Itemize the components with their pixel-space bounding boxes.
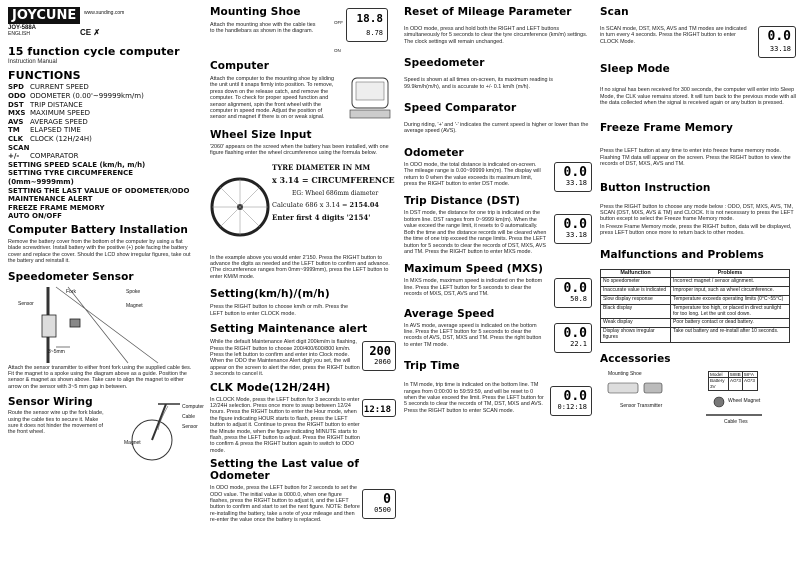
magnet-icon [712, 395, 726, 409]
avg-speed-lcd [554, 323, 592, 353]
table-cell: Black display [601, 304, 671, 319]
clk-mode-heading: CLK Mode(12H/24H) [210, 381, 331, 394]
function-item [8, 118, 194, 127]
wiring-computer-label: Computer [182, 404, 204, 411]
odometer-lcd-bottom: 33.18 [565, 178, 587, 187]
max-speed-section [404, 278, 590, 304]
function-extra: SETTING SPEED SCALE (km/h, m/h) [8, 160, 146, 169]
cable-ties-icon [704, 411, 764, 419]
clk-lcd [362, 399, 396, 417]
formula-calc-value: 2154.04 [349, 200, 379, 209]
button-heading: Button Instruction [600, 181, 711, 194]
battery-label: Battery 3V [709, 378, 729, 389]
sensor-text: Attach the sensor transmitter to either front fork using the supplied cable ties. Fit the magnet to a spoke using the diagram above as a guide. Position the sensor & magnet as shown above. Take care to align the magnet to either arrow on the sensor with 3~5 mm gap in between. [8, 364, 192, 390]
scan-section [600, 26, 796, 53]
function-item [8, 101, 194, 110]
speedometer-text: Speed is shown at all times on-screen, its maximum reading is 99.9km/h(m/h), and is accurate to +/- 0.1 km/h (m/h). [404, 77, 553, 90]
function-desc: CURRENT SPEED [30, 83, 89, 92]
table-cell: Poor battery contact or dead battery. [671, 319, 790, 328]
brand-logo: JOYCUNE [8, 7, 80, 24]
last-odo-lcd-top: 0 [383, 492, 391, 508]
function-desc: CLOCK (12H/24H) [30, 134, 92, 143]
maintenance-section [210, 339, 394, 377]
trip-distance-text: In DST mode, the distance for one trip is indicated on the bottom line. DST ranges from 0~9999 km(m). When the value exceed the range limit, it resets to 0 automatically. Both the time and the distance records will be cleared when the time of one trip exceed the range limits. Press the LEFT button for 5 seconds to clear the records of DST, MXS, AVS and TM. Press the RIGHT button to enter MXS mode. [404, 210, 547, 255]
scan-heading: Scan [600, 6, 629, 18]
sensor-diagram-svg [8, 285, 196, 365]
avg-speed-section [404, 323, 590, 349]
battery-text: Remove the battery cover from the bottom of the computer by using a flat blade screwdriver. Install battery with the positive (+) pole facing the battery cover and replace the cover. Should the LCD show irregular figures, take out the battery and reinstall it. [8, 238, 191, 265]
wiring-heading: Sensor Wiring [8, 396, 93, 409]
model-a: 588B [729, 372, 743, 378]
odometer-text: In ODO mode, the total distance is indicated on-screen. The mileage range is 0.00~99999 km(m). The display will return to 0 when the value exceeds its maximum limit, press the RIGHT button to enter DST mode. [404, 161, 541, 188]
function-item [8, 152, 194, 161]
column-2 [206, 0, 398, 567]
last-odo-lcd [362, 489, 396, 519]
function-abbr: AVS [8, 117, 24, 126]
avg-speed-heading: Average Speed [404, 307, 495, 320]
battery-a: AG*3 [729, 378, 743, 389]
column-1 [0, 0, 204, 567]
max-speed-lcd-bottom: 50.8 [570, 295, 587, 304]
function-abbr: +/- [8, 152, 20, 161]
clk-mode-section [210, 397, 394, 455]
computer-heading: Computer [210, 60, 269, 72]
function-abbr: ODO [8, 92, 26, 100]
max-speed-heading: Maximum Speed (MXS) [404, 263, 544, 276]
function-desc: ODOMETER (0.00'~99999km/m) [30, 92, 144, 100]
table-cell: Display shows irregular figures [601, 328, 671, 343]
function-desc: COMPARATOR [30, 152, 79, 161]
avg-speed-lcd-bottom: 22.1 [570, 339, 587, 348]
max-speed-lcd [554, 278, 592, 308]
function-abbr: SCAN [8, 143, 30, 152]
off-label: OFF [334, 20, 343, 25]
maintenance-lcd-top: 200 [369, 344, 391, 359]
wheel-heading: Wheel Size Input [210, 128, 312, 141]
fork-label: Fork [66, 288, 76, 295]
trip-time-lcd-bottom: 0:12:18 [557, 403, 587, 412]
wheel-after-text: In the example above you would enter 2'150. Press the RIGHT button to advance the digits as needed and the LEFT button to confirm and advance. (The circumference ranges from 0mm~9999mm), press the LEFT button to enter KM/M mode. [210, 254, 390, 280]
last-odo-section [210, 485, 394, 523]
sensor-transmitter-label: Sensor Transmitter [620, 402, 663, 409]
trip-distance-section [404, 210, 590, 255]
odometer-section [404, 162, 590, 188]
table-cell: Weak display [601, 319, 671, 328]
odometer-lcd-top: 0.0 [563, 164, 587, 180]
scan-text: In SCAN mode, DST, MXS, AVS and TM modes are indicated in turn every 4 seconds. Press the RIGHT button to enter CLOCK Mode. [600, 26, 747, 45]
title-main: 15 function cycle computer [8, 45, 180, 58]
formula-block [272, 163, 396, 222]
table-header: Problems [671, 269, 790, 278]
function-desc: AVERAGE SPEED [30, 117, 88, 126]
mounting-heading: Mounting Shoe [210, 6, 301, 18]
mounting-shoe-label: Mounting Shoe [608, 370, 642, 377]
avg-speed-lcd-top: 0.0 [563, 325, 587, 341]
model-label: Model [709, 372, 729, 378]
scan-lcd [758, 26, 796, 58]
malfunctions-heading: Malfunctions and Problems [600, 248, 764, 261]
table-row [601, 278, 790, 287]
last-odo-text: In ODO mode, press the LEFT button for 2 seconds to set the ODO value. The initial value is 0000.0, when one figure flashes, press the RIGHT button to adjust it, and the LEFT button to confirm and start to set the next figure. NOTE: Before re-installing the battery, take a note of your mileage and then re-enter the value once the battery is replaced. [210, 485, 360, 524]
mounting-lcd-top: 18.8 [356, 12, 383, 25]
trip-distance-heading: Trip Distance (DST) [404, 195, 521, 208]
wheel-text: '2060' appears on the screed when the battery has been installed, with one figure flashing enter the wheel circumference using the formula below. [210, 143, 389, 157]
speedometer-heading: Speedometer [404, 57, 485, 70]
table-row [601, 319, 790, 328]
on-label: ON [334, 48, 341, 53]
sleep-text: If no signal has been received for 300 seconds, the computer will enter into Sleep Mode, the CLK value remains stored. It will turn back to the previous mode with all the data collected when the signal is received again or any button is pressed. [600, 87, 796, 107]
formula-calc-label: Calculate 686 x 3.14 = [272, 200, 348, 209]
button-text-1: Press the RIGHT button to choose any mode below : ODO, DST, MXS, AVS, TM, SCAN (DST, MXS, AVS & TM) and CLOCK. It is not necessary to press the LEFT button except to select the Freeze frame Memory mode. [600, 203, 794, 223]
trip-time-lcd [550, 386, 592, 416]
function-abbr: SPD [8, 83, 24, 92]
functions-list [8, 83, 194, 221]
function-extra: MAINTENANCE ALERT [8, 195, 93, 204]
table-cell: Temperature too high, or placed in direct sunlight for too long. Let the unit cool down. [671, 304, 790, 319]
function-desc: ELAPSED TIME [30, 126, 81, 135]
table-cell: Take out battery and re-install after 10 seconds. [671, 328, 790, 343]
mounting-lcd [346, 8, 388, 42]
functions-heading: FUNCTIONS [8, 69, 81, 83]
scan-lcd-bottom: 33.18 [769, 45, 791, 53]
column-3 [400, 0, 594, 567]
website-text: www.sunding.com [84, 10, 125, 16]
formula-enter: Enter first 4 digits '2154' [272, 212, 371, 222]
accessories-heading: Accessories [600, 352, 671, 365]
formula-eg: EG: Wheel 686mm diameter [292, 189, 379, 197]
setting-km-text: Press the RIGHT button to choose km/h or m/h. Press the LEFT button to enter CLOCK mode. [210, 304, 349, 317]
function-item [8, 135, 194, 144]
cert-marks: CE ✗ [80, 28, 101, 37]
freeze-heading: Freeze Frame Memory [600, 122, 733, 135]
comparator-heading: Speed Comparator [404, 102, 517, 115]
function-abbr: MXS [8, 109, 26, 118]
column-4 [596, 0, 802, 567]
max-speed-text: In MXS mode, maximum speed is indicated on the bottom line. Press the LEFT button for 5 seconds to clear the records of MXS, DST, AVS and TM. [404, 278, 543, 298]
sensor-heading: Speedometer Sensor [8, 270, 134, 283]
table-header-row [601, 269, 790, 278]
function-extra: AUTO ON/OFF [8, 212, 62, 221]
function-abbr: CLK [8, 134, 24, 143]
function-item [8, 109, 194, 118]
wiring-magnet-label: Magnet [124, 440, 141, 447]
sleep-heading: Sleep Mode [600, 63, 670, 76]
reset-text: In ODO mode, press and hold both the RIGHT and LEFT buttons simultaneously for 5 seconds to clear the tyre circumference (km/m) settings. The clock settings will remain unchanged. [404, 26, 588, 45]
computer-section [210, 76, 394, 121]
table-cell: Improper input, such as wheel circumference. [671, 287, 790, 296]
mounting-section [210, 12, 394, 58]
button-text-2: In Freeze Frame Memory mode, press the RIGHT button, data will be displayed, press LEFT button once more to return back to other modes. [600, 223, 792, 237]
last-odo-lcd-bottom: 0500 [374, 506, 391, 515]
brand-header [8, 6, 194, 42]
scan-lcd-top: 0.0 [767, 29, 791, 44]
wheel-magnet-label: Wheel Magnet [728, 397, 761, 404]
title-sub: Instruction Manual [8, 59, 58, 65]
battery-heading: Computer Battery Installation [8, 223, 188, 236]
formula-title: TYRE DIAMETER IN MM [272, 162, 371, 172]
max-speed-lcd-top: 0.0 [563, 281, 587, 297]
table-cell: Incorrect magnet / sensor alignment. [671, 278, 790, 287]
gap-label: 3~5mm [48, 348, 65, 355]
table-cell: No speedometer [601, 278, 671, 287]
computer-diagram-svg [346, 76, 396, 122]
function-abbr: DST [8, 100, 24, 109]
function-abbr: TM [8, 126, 20, 135]
model-text: JOY-588A [8, 25, 37, 31]
clk-mode-text: In CLOCK Mode, press the LEFT button for 3 seconds to enter 12/24H selection. Press once more to swap between 12/24 hours. Press the RIGHT button to enter the Hour mode, when the figure indicating HOUR starts to flash, press the LEFT button to adjust it. Continue to press the RIGHT button to enter the Minute mode, when the figure indicating MINUTE starts to flash, press the LEFT button to adjust. Press the RIGHT button to confirm & press the RIGHT button again to switch to ODO mode. [210, 396, 360, 454]
accessories-shoe-svg [604, 379, 674, 399]
trip-time-text: In TM mode, trip time is indicated on the bottom line. TM ranges from 0:00:00 to 59:59:59, and will be reset to 0 when the value exceed the limit. Press the LEFT button for 5 seconds to clear the records of TM, DST, MXS and AVS. Press the RIGHT button to enter SCAN mode. [404, 382, 544, 414]
model-b: 58*A [744, 371, 754, 377]
setting-km-heading: Setting(km/h)/(m/h) [210, 288, 330, 301]
function-extra: SETTING TYRE CIRCUMFERENCE (0mm~9999mm) [8, 169, 134, 186]
function-item [8, 126, 194, 135]
last-odo-heading: Setting the Last value of Odometer [210, 458, 360, 483]
maintenance-text: While the default Maintenance Alert digit 200km/m is flashing, Press the RIGHT button to choose 200/400/600/800 km/m. Press the left button to confirm and enter into Clock mode. When the ODO the Maintenance Alert digit you set, the will appear on the screen to alert the rider, press the RIGHT button 3 seconds to cancel it. [210, 339, 360, 378]
function-extra: SETTING THE LAST VALUE OF ODOMETER/ODO [8, 186, 190, 195]
formula-calc [272, 201, 396, 209]
trip-time-heading: Trip Time [404, 360, 460, 373]
function-extra: FREEZE FRAME MEMORY [8, 203, 105, 212]
function-item [8, 92, 194, 101]
reset-heading: Reset of Mileage Parameter [404, 6, 572, 18]
odometer-heading: Odometer [404, 146, 464, 159]
comparator-text: During riding, '+' and '-' indicates the current speed is higher or lower than the average speed (AVS). [404, 122, 589, 135]
cable-ties-label: Cable Ties [724, 418, 748, 425]
model-table [708, 371, 758, 391]
maintenance-lcd-bottom: 2060 [374, 358, 391, 367]
trip-distance-lcd [554, 214, 592, 244]
mounting-lcd-bottom: 8.78 [366, 29, 383, 37]
table-row [601, 328, 790, 343]
magnet-label: Magnet [126, 302, 143, 309]
table-row [601, 296, 790, 305]
clk-lcd-top: 12:18 [363, 404, 391, 415]
spoke-label: Spoke [126, 288, 141, 295]
accessories-section [600, 369, 796, 429]
table-header: Malfunction [601, 269, 671, 278]
trip-time-section [404, 382, 590, 414]
battery-row [709, 378, 757, 389]
function-desc: TRIP DISTANCE [30, 100, 83, 109]
wiring-text: Route the sensor wire up the fork blade, using the cable ties to secure it. Make sure it does not hinder the movement of the front wheel. [8, 410, 104, 436]
language-text: ENGLISH [8, 31, 30, 37]
odometer-lcd [554, 162, 592, 192]
trip-distance-lcd-bottom: 33.18 [565, 231, 587, 240]
wheel-formula-section [210, 159, 394, 255]
maintenance-lcd [362, 341, 396, 371]
wiring-sensor-label: Sensor [182, 424, 198, 431]
avg-speed-text: In AVS mode, average speed is indicated on the bottom line. Press the LEFT button for 5 seconds to clear the records of AVS, DST, MXS and TM. Press the right button to enter TM mode. [404, 322, 542, 348]
trip-distance-lcd-top: 0.0 [563, 217, 587, 233]
wiring-section [8, 404, 204, 470]
function-item [8, 144, 194, 153]
sensor-diagram [8, 285, 194, 365]
malfunctions-table [600, 269, 790, 343]
model-row [709, 372, 757, 379]
wiring-cable-label: Cable [182, 414, 196, 421]
function-desc: MAXIMUM SPEED [30, 109, 91, 118]
table-cell: Slow display response [601, 296, 671, 305]
trip-time-lcd-top: 0.0 [563, 389, 587, 405]
computer-text: Attach the computer to the mounting shoe by sliding the unit until it snaps firmly into position. To remove, press down on the release catch, and remove the computer. To check for proper speed function and sensor alignment, spin the front wheel with the computer in speed mode. Adjust the position of sensor and magnet if there is on or weak signal. [210, 76, 335, 121]
table-row [601, 304, 790, 319]
function-item [8, 83, 194, 92]
table-cell: Temperature exceeds operating limits (0°C~55°C) [671, 296, 790, 305]
table-row [601, 287, 790, 296]
table-cell: Inaccurate value is indicated [601, 287, 671, 296]
formula-mult: x 3.14 = CIRCUMFERENCE [272, 174, 395, 185]
mounting-text: Attach the mounting shoe with the cable ties to the handlebars as shown in the diagram. [210, 22, 316, 35]
wheel-diagram-svg [210, 161, 270, 251]
battery-b: AG*3 [744, 378, 755, 384]
maintenance-heading: Setting Maintenance alert [210, 323, 368, 336]
sensor-label: Sensor [18, 300, 34, 307]
freeze-text: Press the LEFT button at any time to enter into freeze frame memory mode. Flashing TM data will appear on the screen. Press the RIGHT button to view the records of DST, MXS, AVS and TM. [600, 148, 791, 168]
